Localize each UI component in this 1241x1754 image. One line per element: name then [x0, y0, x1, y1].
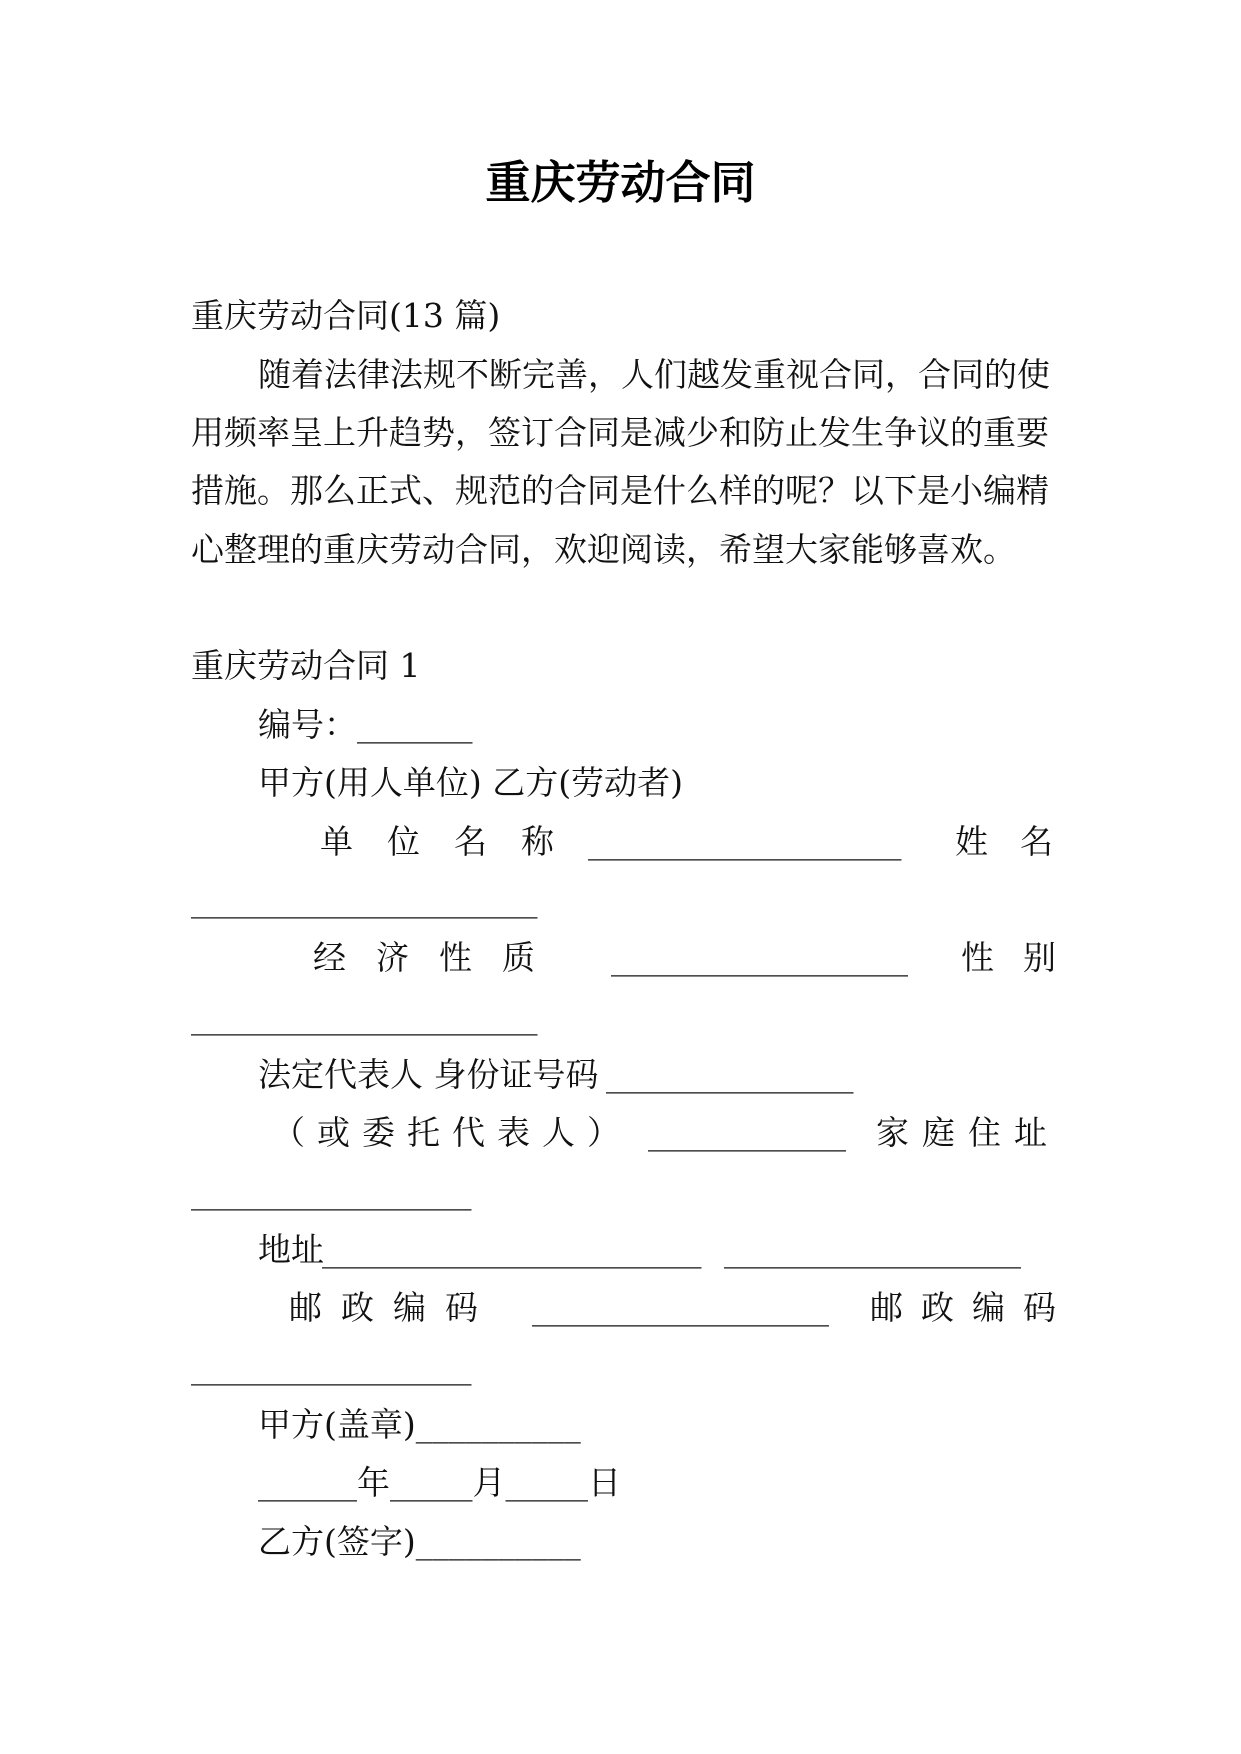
home-address-label: 家庭住址 [876, 1113, 1060, 1152]
document-subtitle: 重庆劳动合同(13 篇) [191, 296, 501, 335]
economic-nature-blank: __________________ [611, 938, 908, 977]
intro-line: 措施。那么正式、规范的合同是什么样的呢？以下是小编精 [191, 471, 1049, 510]
name-blank: _____________________ [191, 880, 538, 919]
legal-rep-label: 法定代表人 身份证号码 [258, 1055, 599, 1094]
party-a-seal-line: 甲方(盖章)__________ [258, 1405, 581, 1444]
signing-date-line: ______年_____月_____日 [258, 1463, 621, 1502]
name-label: 姓名 [955, 822, 1085, 861]
postal-code-row [0, 1288, 1241, 1328]
postal-code-blank-2: _________________ [191, 1347, 472, 1386]
gender-blank: _____________________ [191, 997, 538, 1036]
address-blank: _______________________ [322, 1230, 702, 1269]
entrusted-rep-row [0, 1113, 1241, 1153]
unit-name-row [0, 822, 1241, 862]
legal-rep-row [0, 1055, 1241, 1095]
postal-code-blank: __________________ [532, 1288, 829, 1327]
address-label: 地址 [258, 1230, 324, 1269]
entrusted-rep-blank: ____________ [648, 1113, 846, 1152]
intro-line: 用频率呈上升趋势，签订合同是减少和防止发生争议的重要 [191, 413, 1049, 452]
gender-label: 性别 [961, 938, 1085, 977]
postal-code-label: 邮政编码 [289, 1288, 497, 1327]
parties-line: 甲方(用人单位) 乙方(劳动者) [258, 763, 683, 802]
document-title: 重庆劳动合同 [485, 156, 756, 209]
economic-nature-row [0, 938, 1241, 978]
id-number-blank: _______________ [606, 1055, 854, 1094]
intro-line: 心整理的重庆劳动合同，欢迎阅读，希望大家能够喜欢。 [191, 530, 1016, 569]
home-address-blank: _________________ [191, 1172, 472, 1211]
unit-name-label: 单位名称 [320, 822, 588, 861]
address-row [0, 1230, 1241, 1270]
party-b-signature-line: 乙方(签字)__________ [258, 1522, 581, 1561]
serial-number-field: 编号：_______ [258, 705, 473, 744]
entrusted-rep-label: （或委托代表人） [272, 1113, 632, 1152]
postal-code-label-2: 邮政编码 [870, 1288, 1074, 1327]
unit-name-blank: ___________________ [588, 822, 902, 861]
intro-line: 随着法律法规不断完善，人们越发重视合同，合同的使 [258, 355, 1050, 394]
section-heading: 重庆劳动合同 1 [191, 646, 421, 685]
address-blank-2: __________________ [724, 1230, 1021, 1269]
economic-nature-label: 经济性质 [313, 938, 565, 977]
